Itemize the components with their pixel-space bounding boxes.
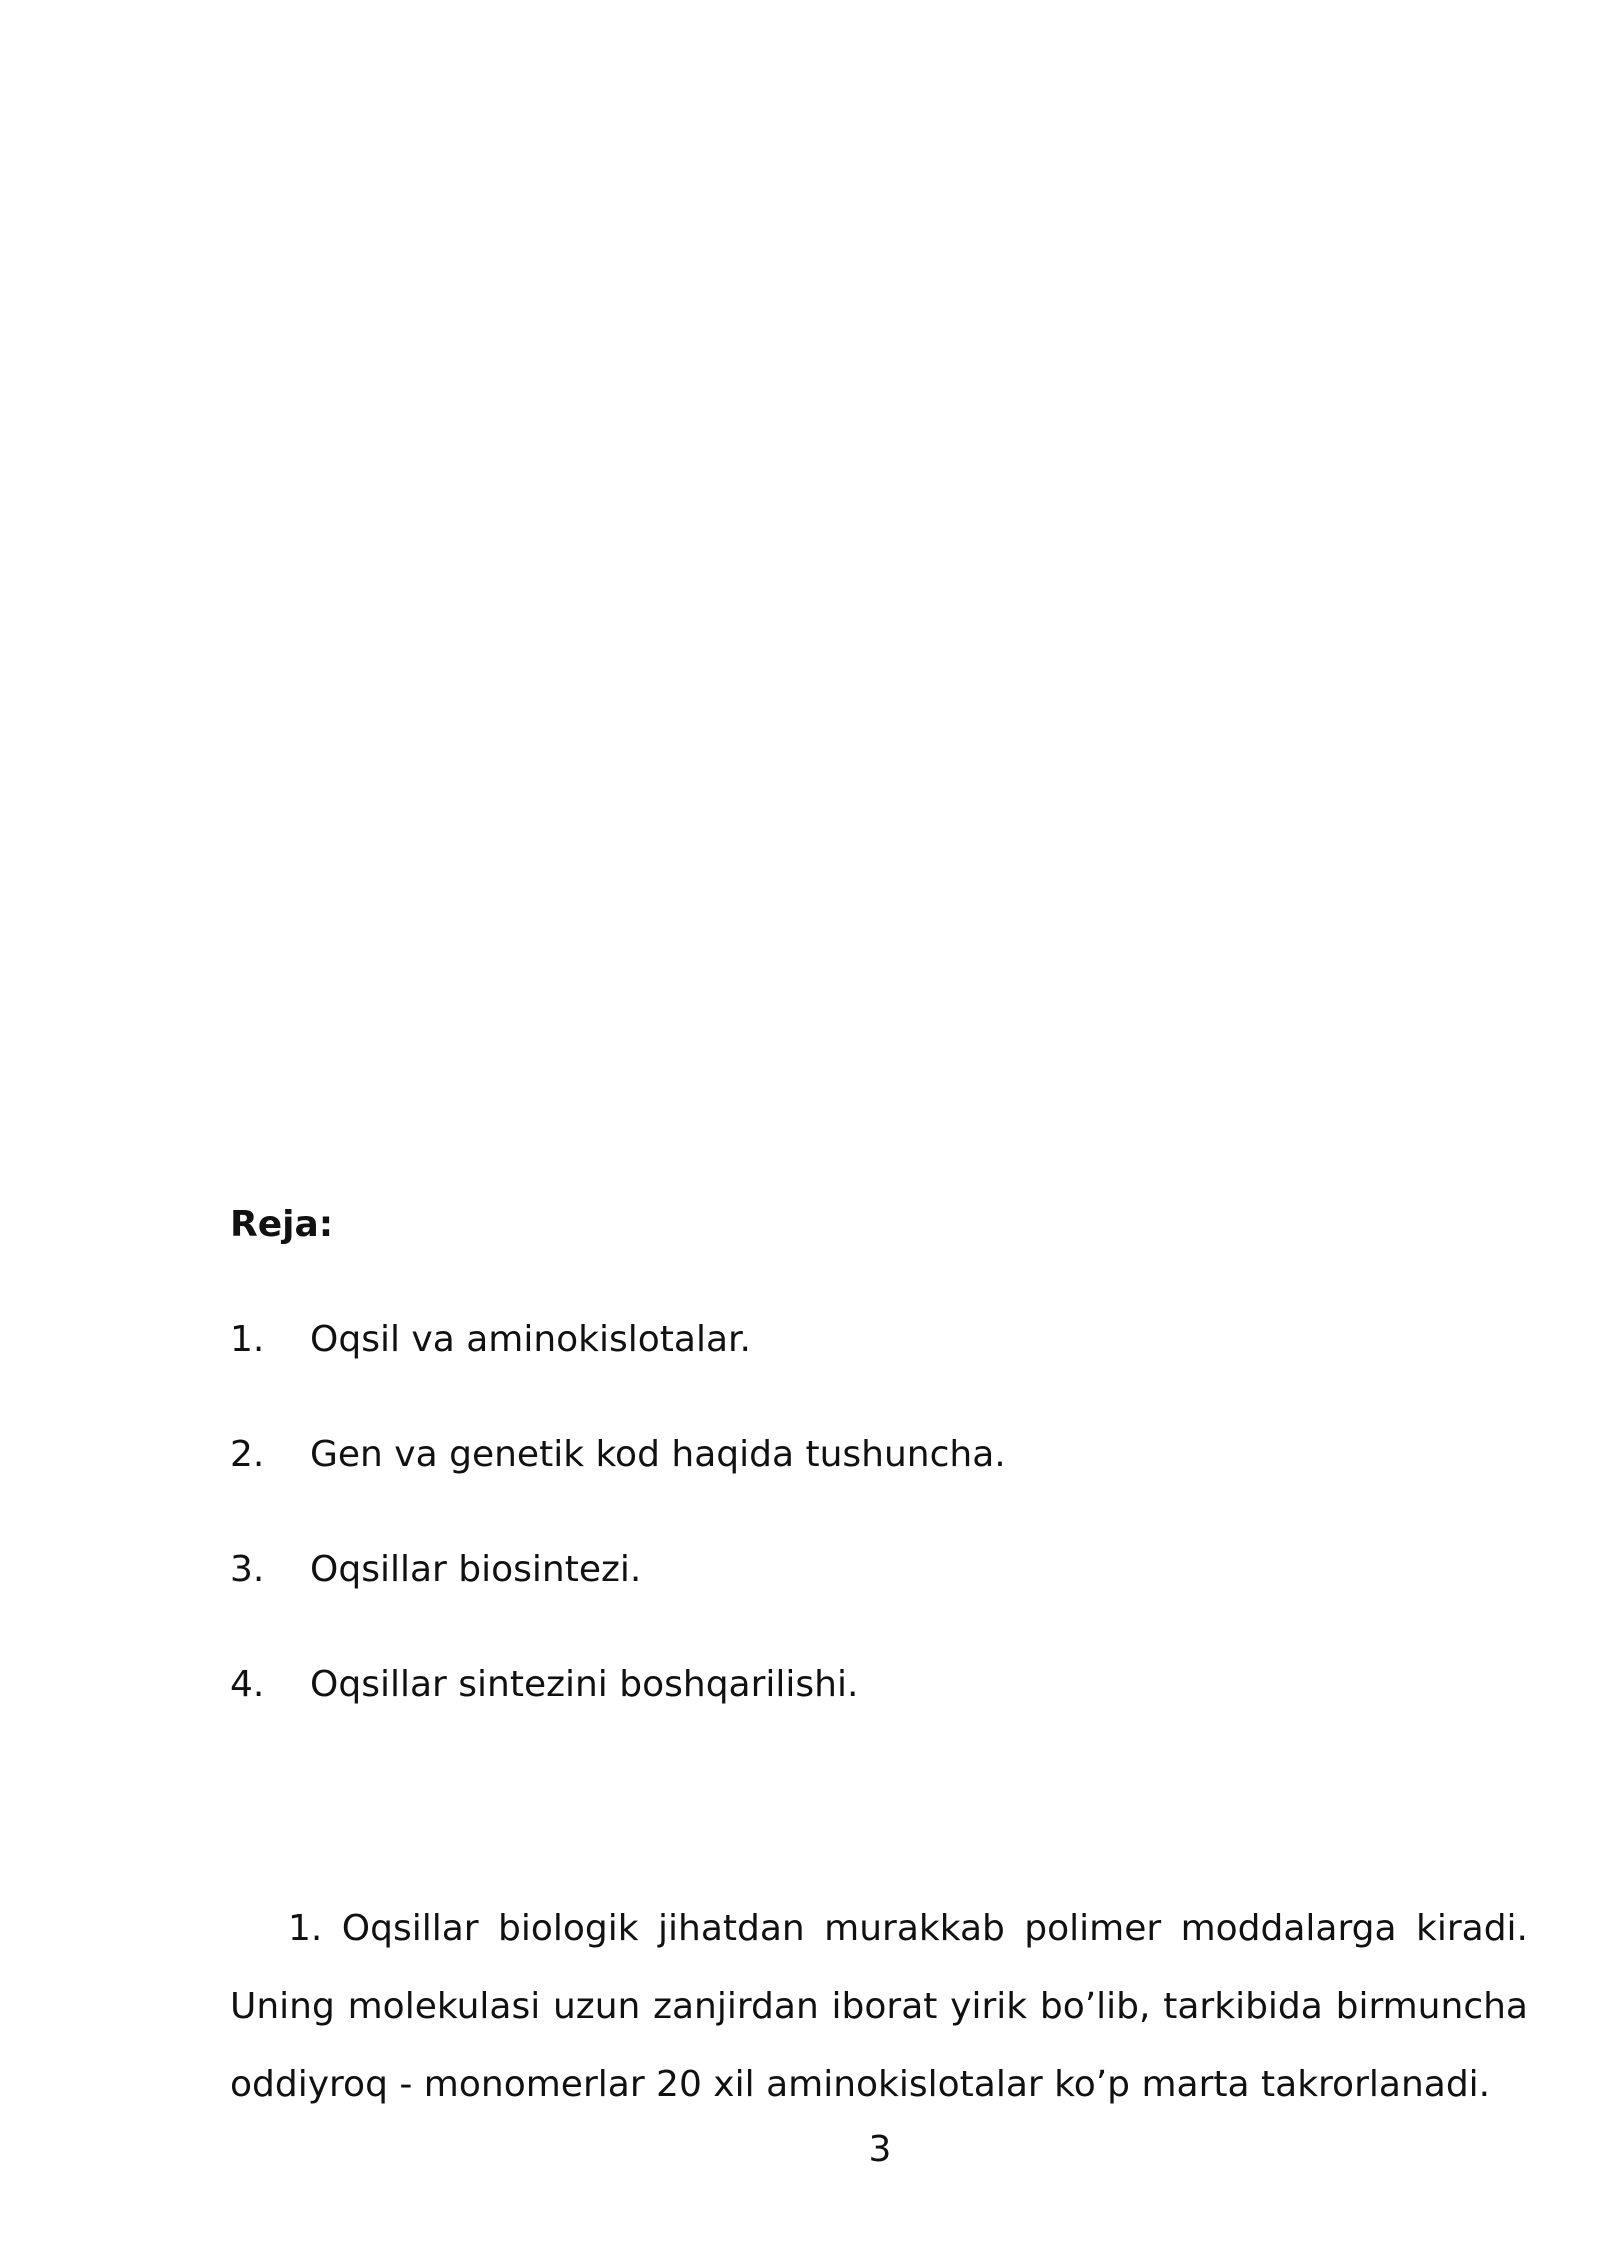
plan-item-text: Gen va genetik kod haqida tushuncha.: [310, 1434, 1006, 1475]
plan-list: [230, 1315, 1530, 1775]
plan-item: [230, 1430, 1530, 1545]
plan-item-text: Oqsillar sintezini boshqarilishi.: [310, 1664, 859, 1705]
plan-item: [230, 1545, 1530, 1660]
plan-item: [230, 1660, 1530, 1775]
body-paragraph: 1. Oqsillar biologik jihatdan murakkab polimer moddalarga kiradi. Uning molekulasi uzun zanjirdan iborat yirik bo’lib, tarkibida birmuncha oddiyroq - monomerlar 20 xil aminokislotalar ko’p marta takrorlanadi.: [230, 1908, 1528, 2105]
page-number: 3: [868, 2129, 892, 2170]
plan-item-number: 3.: [230, 1549, 265, 1590]
plan-title: Reja:: [230, 1204, 334, 1245]
plan-item-number: 1.: [230, 1319, 265, 1360]
plan-item-text: Oqsillar biosintezi.: [310, 1549, 642, 1590]
plan-item-text: Oqsil va aminokislotalar.: [310, 1319, 751, 1360]
plan-item-number: 2.: [230, 1434, 265, 1475]
plan-item-number: 4.: [230, 1664, 265, 1705]
plan-item: [230, 1315, 1530, 1430]
